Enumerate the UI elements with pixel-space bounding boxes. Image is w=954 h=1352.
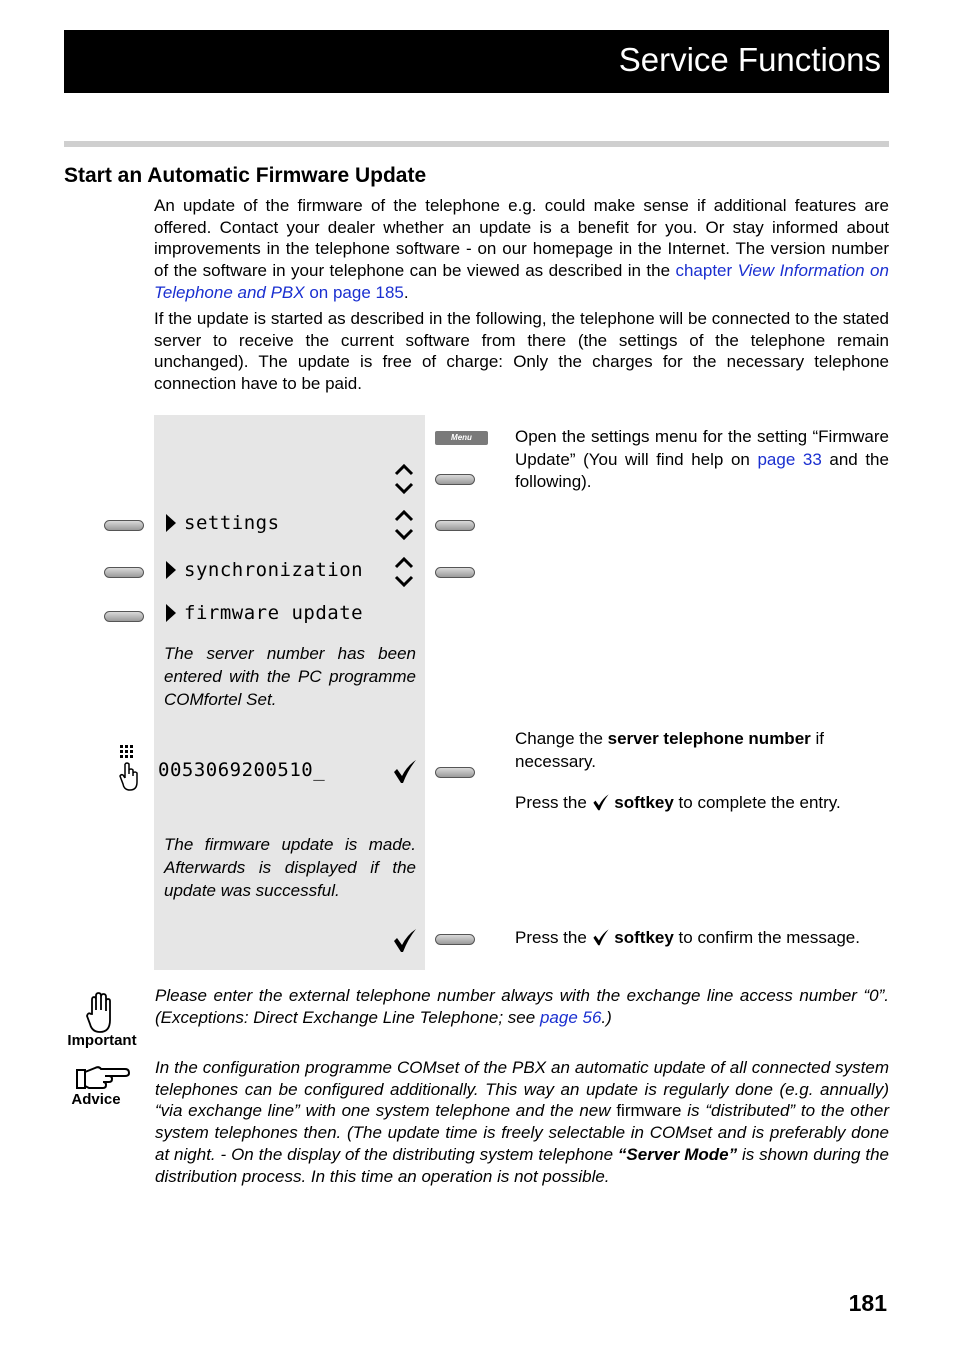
intro-paragraph-2: If the update is started as described in the following, the telephone will be connected to the stated server to receive the current software from there (the settings of the telephone remain unchanged). The update is free of charge: Only the charges for the necessary telephone connection have to be paid.: [154, 309, 889, 394]
intro-end: .: [403, 282, 409, 302]
softkey-right[interactable]: [435, 767, 475, 778]
step-open-settings: [515, 426, 889, 494]
page-title: Service Functions: [618, 41, 881, 78]
step-complete-entry: [515, 792, 889, 815]
important-label: Important: [67, 1032, 137, 1049]
chapter-link-page: on page 185: [309, 282, 404, 302]
checkmark-icon: [392, 927, 418, 953]
up-down-arrows-icon: [393, 462, 415, 496]
display-server-number: 005306920051​0_: [158, 759, 326, 781]
chapter-link-title: View Information on Telephone and PBX: [154, 261, 889, 302]
softkey-left[interactable]: [104, 611, 144, 622]
step-text-end: and the following).: [515, 449, 889, 491]
intro-paragraph-1: [154, 195, 889, 304]
section-title: Start an Automatic Firmware Update: [64, 164, 427, 187]
step-bold: softkey: [614, 793, 674, 812]
softkey-right[interactable]: [435, 474, 475, 485]
pointing-hand-icon: [75, 1064, 131, 1092]
step-confirm-message: [515, 927, 889, 950]
step-text-end: if necessary.: [515, 729, 824, 771]
step-text: Open the settings menu for the setting “Firmware Update” (You will find help on: [515, 427, 889, 469]
page-56-link[interactable]: page 56: [539, 1007, 602, 1027]
intro-text: An update of the firmware of the telephone e.g. could make sense if additional features are offered. Contact your dealer whether an update is a benefit for you. Or stay informed about improvements in the telephone software - on our homepage in the Internet. The version number of the software in your telephone can be viewed as described in the: [154, 196, 889, 281]
softkey-left[interactable]: [104, 520, 144, 531]
page-33-link[interactable]: page 33: [757, 449, 822, 469]
step-text: Change the: [515, 729, 603, 748]
advice-label: Advice: [71, 1091, 121, 1108]
checkmark-icon: [392, 758, 418, 784]
step-text: Press the: [515, 928, 587, 947]
important-end: .): [601, 1007, 612, 1027]
display-note-server-number: The server number has been entered with the PC programme COMfortel Set.: [164, 644, 416, 709]
softkey-right[interactable]: [435, 520, 475, 531]
step-text-end: to confirm the message.: [678, 928, 860, 947]
step-text-end: to complete the entry.: [678, 793, 841, 812]
up-down-arrows-icon: [393, 508, 415, 542]
advice-text-3: is shown during the distribution process. In this time an operation is not possible.: [155, 1144, 889, 1186]
softkey-left[interactable]: [104, 567, 144, 578]
raised-hand-icon: [86, 992, 114, 1034]
up-down-arrows-icon: [393, 555, 415, 589]
important-note: [155, 985, 889, 1028]
page-header: [64, 30, 889, 93]
step-bold: server telephone number: [607, 729, 811, 748]
page-number: 181: [848, 1290, 887, 1316]
keypad-hand-icon: [116, 744, 142, 792]
advice-server-mode: “Server Mode”: [617, 1144, 738, 1164]
advice-note: [155, 1057, 889, 1187]
advice-firmware-word: firmware: [616, 1101, 682, 1121]
chapter-link-word: chapter: [675, 261, 733, 281]
step-bold: softkey: [614, 928, 674, 947]
menu-pointer-icon: [165, 603, 177, 623]
step-text: Press the: [515, 793, 587, 812]
menu-pointer-icon: [165, 560, 177, 580]
advice-text-2: is “distributed” to the other system telephones then. (The update time is freely selectable in COMset and is preferably done at night. - On the display of the distributing system telephone: [155, 1101, 889, 1164]
softkey-right[interactable]: [435, 567, 475, 578]
display-item-settings: settings: [184, 512, 280, 534]
important-text: Please enter the external telephone number always with the exchange line access number “0”. (Exceptions: Direct Exchange Line Telephone; see: [155, 986, 889, 1027]
display-item-synchronization: synchronization: [184, 559, 364, 581]
advice-text: In the configuration programme COMset of the PBX an automatic update of all connected system telephones can be configured additionally. This way an update is regularly done (e.g. annually) “via exchange line” with one system telephone and the new: [155, 1058, 889, 1121]
menu-pointer-icon: [165, 513, 177, 533]
softkey-right[interactable]: [435, 934, 475, 945]
section-divider: [64, 141, 889, 147]
step-change-number: [515, 728, 889, 773]
checkmark-icon: [592, 793, 610, 811]
menu-key[interactable]: Menu: [435, 431, 488, 445]
checkmark-icon: [592, 928, 610, 946]
display-note-firmware-update: The firmware update is made. Afterwards is displayed if the update was successful.: [164, 835, 416, 900]
display-item-firmware-update: firmware update: [184, 602, 364, 624]
